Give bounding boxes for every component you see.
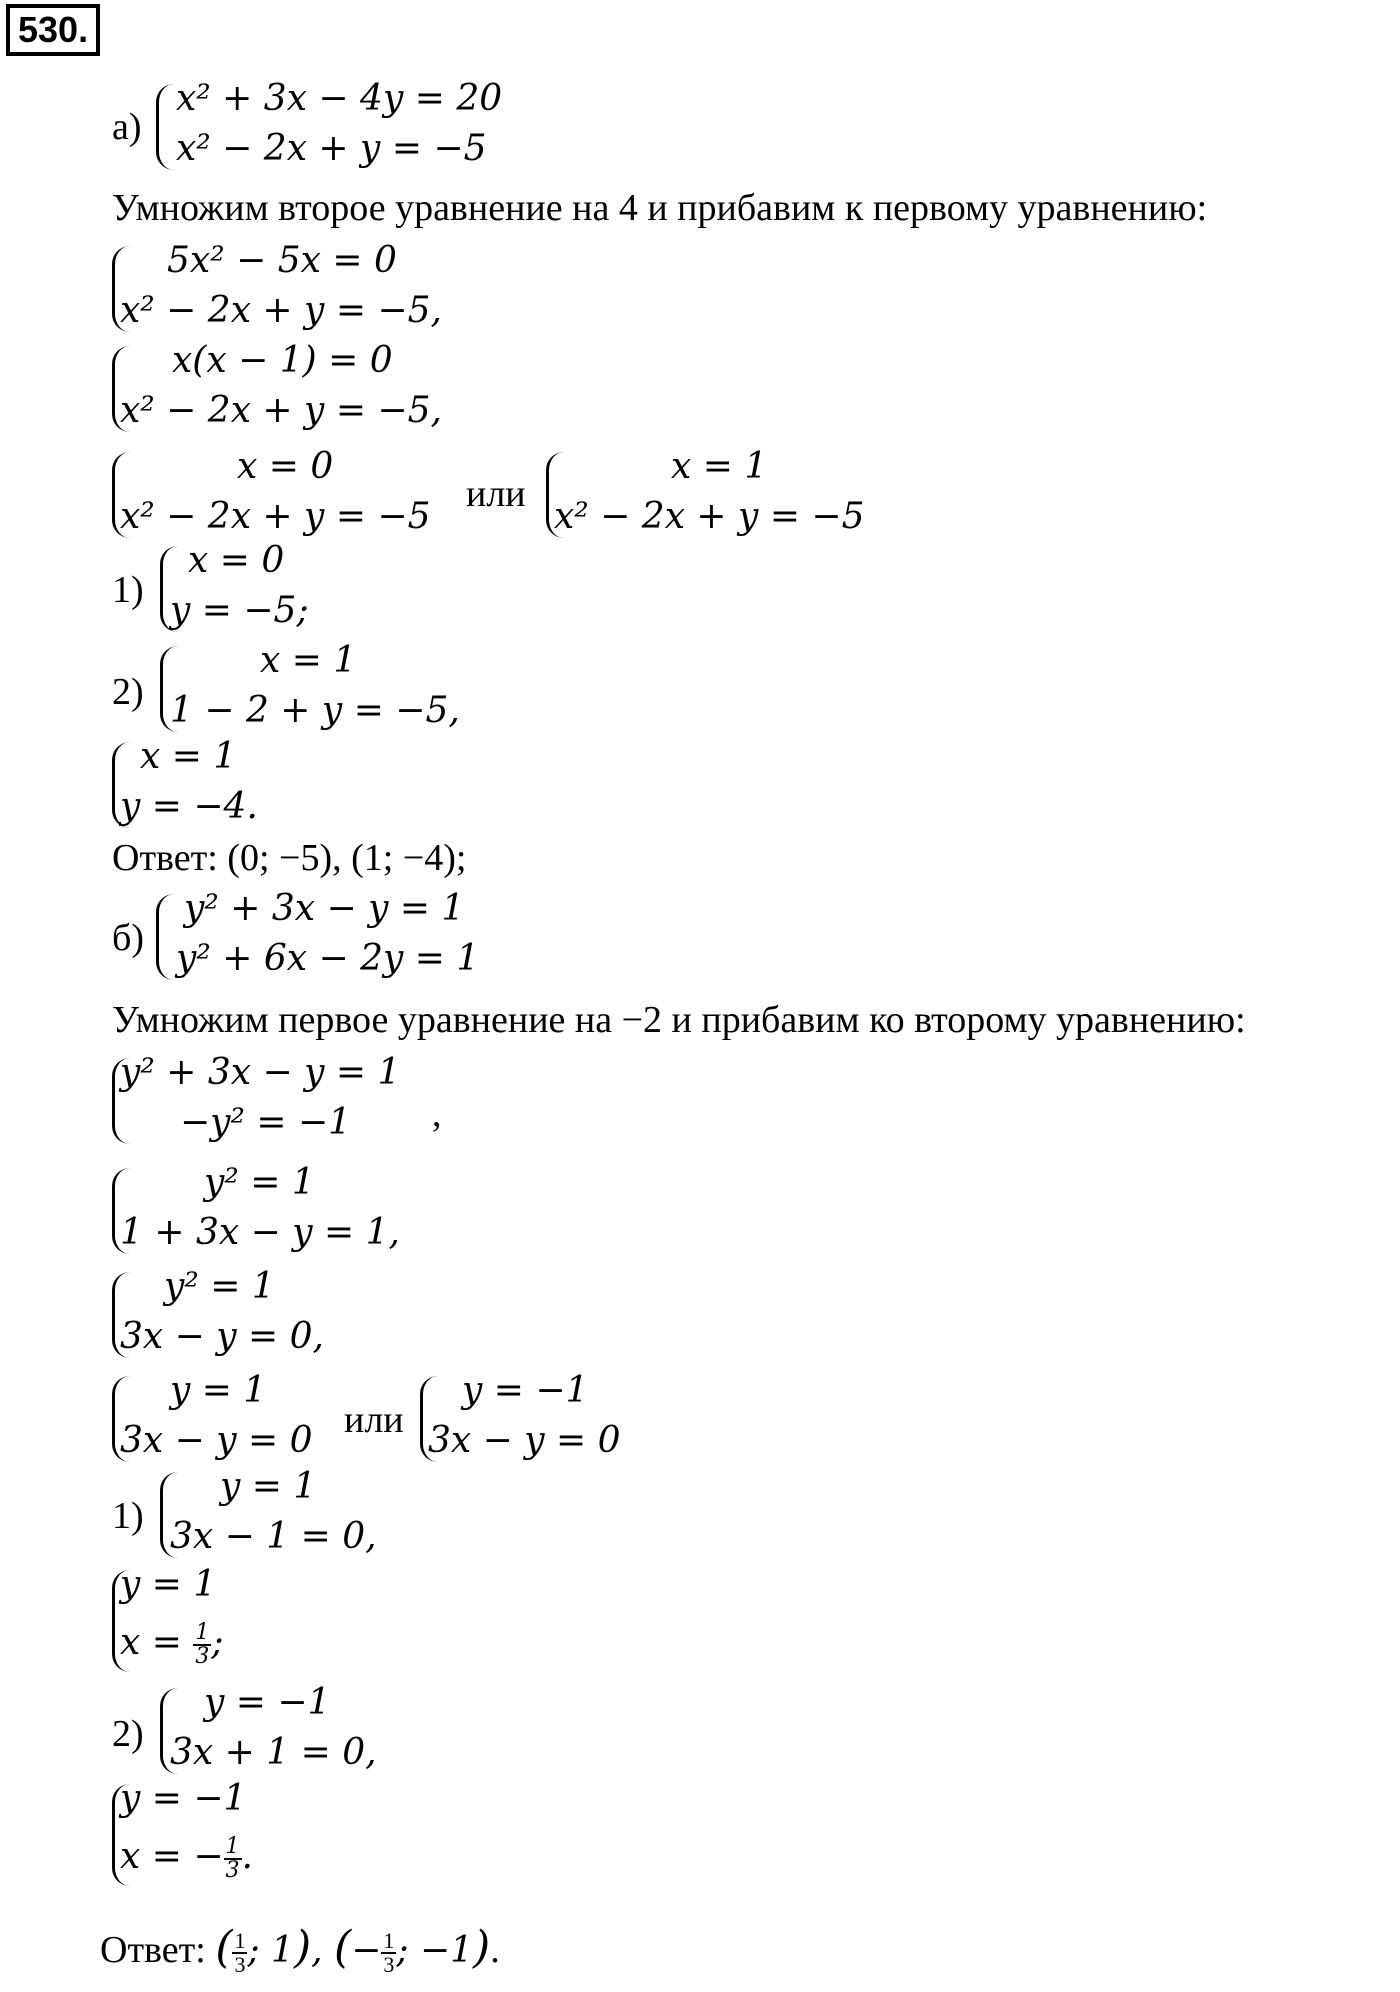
paren-close: ): [293, 1922, 312, 1973]
numerator: 1: [225, 1834, 240, 1859]
punctuation: .: [490, 1929, 500, 1971]
equation: 3x − y = 0,: [120, 1316, 324, 1357]
denominator: 3: [383, 1952, 395, 1978]
case-label: 2): [112, 671, 144, 713]
part-a-label: а): [112, 106, 142, 148]
equation: x = 1: [671, 446, 768, 487]
equation: 1 + 3x − y = 1,: [120, 1212, 400, 1253]
or-text: или: [466, 473, 526, 515]
denominator: 3: [234, 1952, 246, 1978]
equation: x = 0: [237, 446, 334, 487]
instruction-text: Умножим второе уравнение на 4 и прибавим к первому уравнению:: [112, 187, 1208, 229]
comma: ,: [432, 1093, 442, 1135]
equation: y² + 3x − y = 1: [184, 888, 465, 929]
equation: 3x − y = 0: [428, 1420, 621, 1461]
instruction-text: Умножим первое уравнение на −2 и прибавим ко второму уравнению:: [112, 999, 1246, 1041]
paren-open: (: [334, 1922, 352, 1973]
equation: y² + 3x − y = 1: [120, 1052, 401, 1093]
equation: x² + 3x − 4y = 20: [176, 78, 503, 119]
equation-prefix: x =: [120, 1622, 194, 1663]
denominator: 3: [195, 1644, 210, 1669]
fraction: [381, 1930, 396, 1976]
equation: y = −5;: [170, 590, 309, 631]
numerator: 1: [195, 1620, 210, 1645]
denominator: 3: [225, 1858, 240, 1883]
equation: y = 1: [170, 1370, 267, 1411]
paren-open: (: [215, 1922, 233, 1973]
punctuation: .: [241, 1836, 253, 1877]
equation: y² = 1: [204, 1162, 315, 1203]
answer-a: Ответ: (0; −5), (1; −4);: [112, 837, 467, 879]
problem-number: 530.: [6, 4, 100, 56]
numerator: 1: [383, 1928, 395, 1954]
minus-sign: −: [351, 1930, 382, 1971]
fraction: [232, 1930, 247, 1976]
equation: 3x − 1 = 0,: [170, 1516, 377, 1557]
equation: y = 1: [120, 1564, 217, 1605]
equation: x² − 2x + y = −5,: [120, 390, 442, 431]
answer-part: ; 1: [247, 1930, 294, 1971]
separator: ,: [311, 1930, 335, 1971]
equation: [120, 1622, 224, 1668]
equation: x = 1: [260, 640, 357, 681]
equation: y² + 6x − 2y = 1: [176, 938, 480, 979]
answer-b: [100, 1922, 500, 1976]
equation: x² − 2x + y = −5: [120, 496, 431, 537]
equation: 5x² − 5x = 0: [167, 240, 397, 281]
part-b-label: б): [112, 917, 144, 959]
equation: [120, 1836, 253, 1882]
equation: y = −1: [204, 1682, 331, 1723]
punctuation: ;: [211, 1622, 224, 1663]
equation: 3x + 1 = 0,: [170, 1732, 377, 1773]
equation: 1 − 2 + y = −5,: [170, 690, 460, 731]
case-label: 1): [112, 569, 144, 611]
case-label: 2): [112, 1713, 144, 1755]
case-label: 1): [112, 1495, 144, 1537]
equation: x² − 2x + y = −5,: [120, 290, 442, 331]
fraction: [224, 1836, 242, 1882]
equation: x² − 2x + y = −5: [554, 496, 865, 537]
equation: 3x − y = 0: [120, 1420, 313, 1461]
equation: x² − 2x + y = −5: [176, 128, 487, 169]
equation: x(x − 1) = 0: [172, 340, 393, 381]
answer-part: ; −1: [396, 1930, 474, 1971]
equation: y = −1: [120, 1778, 247, 1819]
equation: y = −4.: [120, 786, 258, 827]
equation: y² = 1: [164, 1266, 275, 1307]
equation-prefix: x = −: [120, 1836, 224, 1877]
equation: y = −1: [462, 1370, 589, 1411]
or-text: или: [344, 1399, 404, 1441]
equation: y = 1: [220, 1466, 317, 1507]
numerator: 1: [234, 1928, 246, 1954]
answer-prefix: Ответ:: [100, 1929, 216, 1971]
equation: x = 1: [140, 736, 237, 777]
equation: x = 0: [188, 540, 285, 581]
equation: −y² = −1: [180, 1102, 352, 1143]
fraction: [193, 1622, 211, 1668]
paren-close: ): [473, 1922, 491, 1973]
